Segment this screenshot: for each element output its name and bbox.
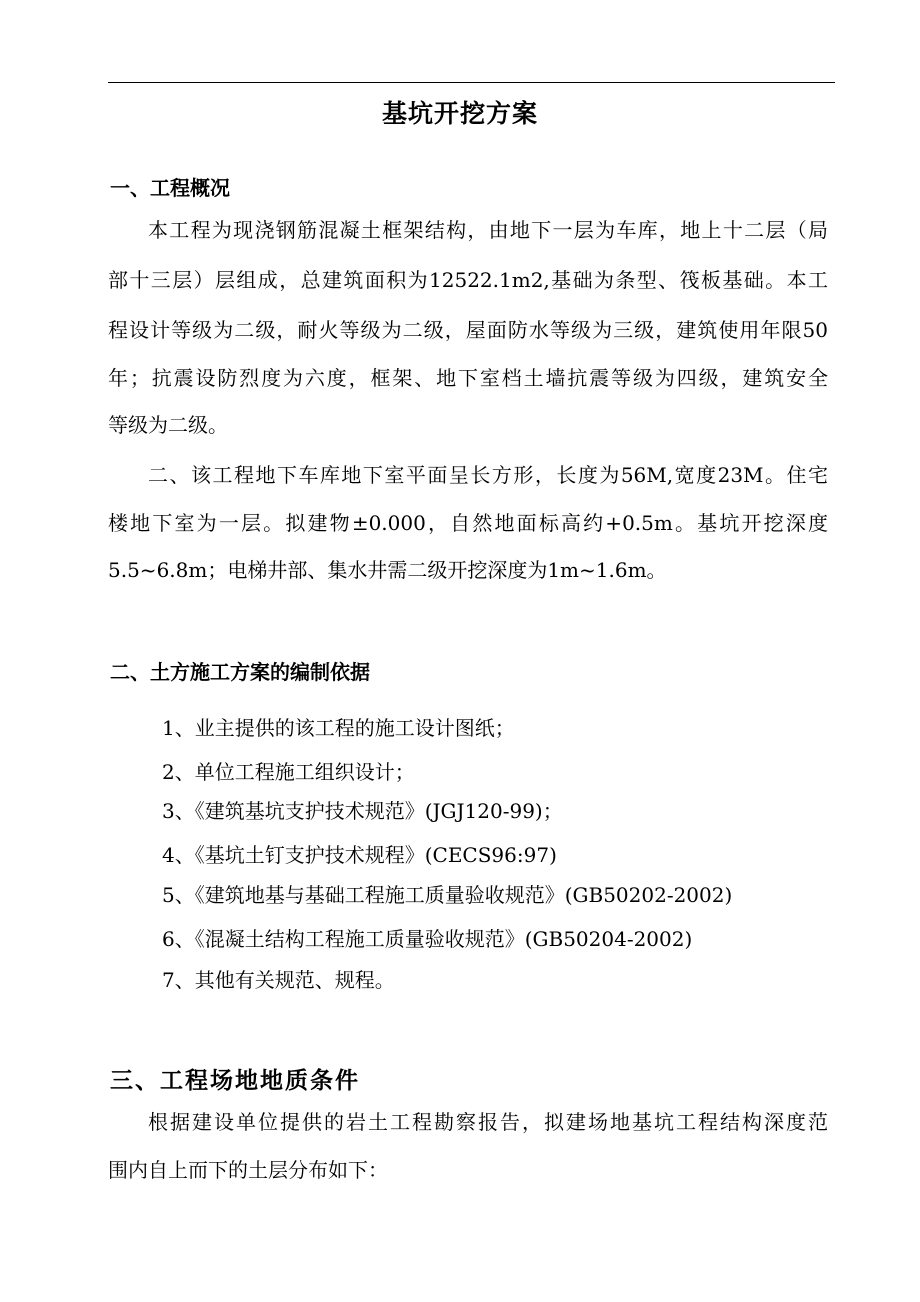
basis-list-item: 4、《基坑土钉支护技术规程》(CECS96:97) <box>162 843 557 867</box>
document-title: 基坑开挖方案 <box>381 99 538 128</box>
basis-list-item: 5、《建筑地基与基础工程施工质量验收规范》(GB50202-2002) <box>162 883 733 907</box>
overview-para1-line: 等级为二级。 <box>108 413 228 437</box>
header-rule <box>108 82 835 83</box>
geology-para-line: 围内自上而下的土层分布如下： <box>108 1158 388 1182</box>
section-heading-overview: 一、工程概况 <box>110 176 230 200</box>
overview-para2-line: 楼地下室为一层。拟建物±0.000，自然地面标高约+0.5m。基坑开挖深度 <box>108 511 828 535</box>
overview-para1-line: 本工程为现浇钢筋混凝土框架结构，由地下一层为车库，地上十二层（局 <box>148 218 828 242</box>
overview-para2-line: 5.5~6.8m；电梯井部、集水井需二级开挖深度为1m~1.6m。 <box>108 558 667 582</box>
section-heading-basis: 二、土方施工方案的编制依据 <box>110 660 370 684</box>
basis-list-item: 7、其他有关规范、规程。 <box>162 968 395 992</box>
geology-para-line: 根据建设单位提供的岩土工程勘察报告，拟建场地基坑工程结构深度范 <box>148 1110 828 1134</box>
basis-list-item: 6、《混凝土结构工程施工质量验收规范》(GB50204-2002) <box>162 927 693 951</box>
section-heading-geology: 三、工程场地地质条件 <box>110 1068 360 1094</box>
overview-para1-line: 部十三层）层组成，总建筑面积为12522.1m2,基础为条型、筏板基础。本工 <box>108 268 828 292</box>
basis-list-item: 1、业主提供的该工程的施工设计图纸； <box>162 716 515 740</box>
overview-para1-line: 年；抗震设防烈度为六度，框架、地下室档土墙抗震等级为四级，建筑安全 <box>108 366 828 390</box>
basis-list-item: 3、《建筑基坑支护技术规范》(JGJ120-99)； <box>162 799 563 823</box>
basis-list-item: 2、单位工程施工组织设计； <box>162 760 415 784</box>
overview-para1-line: 程设计等级为二级，耐火等级为二级，屋面防水等级为三级，建筑使用年限50 <box>108 318 828 342</box>
overview-para2-line: 二、该工程地下车库地下室平面呈长方形，长度为56M,宽度23M。住宅 <box>148 463 828 487</box>
